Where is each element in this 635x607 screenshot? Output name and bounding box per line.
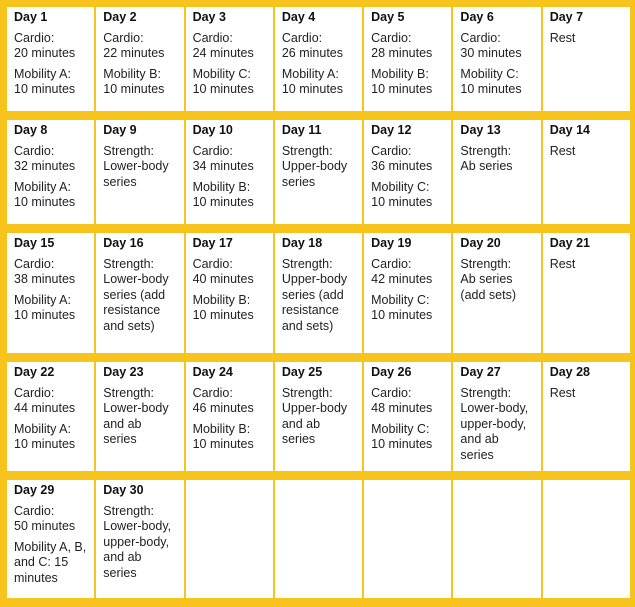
day-cell — [453, 7, 540, 111]
day-label: Day 29 — [14, 483, 55, 497]
day-label: Day 12 — [371, 123, 412, 137]
activity-text: Strength: Lower-body, upper-body, and ab series — [103, 503, 172, 580]
activity-text: Mobility A: 10 minutes — [14, 292, 76, 322]
day-label: Day 17 — [192, 236, 233, 250]
day-label: Day 1 — [14, 10, 48, 24]
day-cell — [96, 233, 183, 353]
activity-text: Cardio: 40 minutes — [192, 256, 254, 286]
day-cell — [453, 120, 540, 224]
activity-text: Mobility C: 10 minutes — [371, 179, 433, 209]
activity-text: Cardio: 50 minutes — [14, 503, 76, 533]
day-label: Day 6 — [460, 10, 494, 24]
day-cell — [543, 7, 630, 111]
week-divider — [7, 111, 630, 120]
day-label: Day 5 — [371, 10, 405, 24]
day-label: Day 14 — [549, 123, 591, 137]
day-label: Day 27 — [460, 365, 501, 379]
day-label: Day 3 — [192, 10, 226, 24]
day-label: Day 28 — [549, 365, 591, 379]
activity-text: Mobility C: 10 minutes — [371, 292, 433, 322]
day-cell — [364, 362, 451, 471]
day-label: Day 2 — [103, 10, 137, 24]
activity-text: Cardio: 46 minutes — [192, 385, 254, 415]
day-label: Day 22 — [14, 365, 55, 379]
day-cell — [7, 120, 94, 224]
activity-text: Cardio: 26 minutes — [281, 30, 343, 60]
activity-text: Cardio: 36 minutes — [371, 143, 433, 173]
day-label: Day 23 — [103, 365, 144, 379]
day-cell — [186, 7, 273, 111]
day-label: Day 21 — [549, 236, 591, 250]
day-cell — [275, 120, 362, 224]
activity-text: Rest — [549, 385, 576, 400]
day-label: Day 19 — [371, 236, 412, 250]
empty-day-cell — [186, 480, 273, 598]
empty-day-cell — [543, 480, 630, 598]
activity-text: Cardio: 42 minutes — [371, 256, 433, 286]
activity-text: Cardio: 30 minutes — [460, 30, 522, 60]
activity-text: Mobility B: 10 minutes — [371, 66, 433, 96]
activity-text: Strength: Lower-body and ab series — [103, 385, 169, 446]
activity-text: Strength: Ab series — [460, 143, 513, 173]
day-cell — [275, 233, 362, 353]
activity-text: Mobility B: 10 minutes — [103, 66, 165, 96]
day-label: Day 13 — [460, 123, 501, 137]
day-cell — [96, 362, 183, 471]
activity-text: Mobility C: 10 minutes — [460, 66, 522, 96]
day-label: Day 16 — [103, 236, 144, 250]
activity-text: Mobility A: 10 minutes — [14, 421, 76, 451]
day-cell — [543, 362, 630, 471]
activity-text: Mobility B: 10 minutes — [192, 179, 254, 209]
activity-text: Strength: Upper-body series — [281, 143, 348, 189]
week-divider — [7, 471, 630, 480]
day-cell — [275, 7, 362, 111]
activity-text: Cardio: 22 minutes — [103, 30, 165, 60]
activity-text: Cardio: 34 minutes — [192, 143, 254, 173]
day-cell — [96, 480, 183, 598]
day-cell — [7, 480, 94, 598]
empty-day-cell — [453, 480, 540, 598]
day-cell — [7, 362, 94, 471]
empty-day-cell — [275, 480, 362, 598]
day-label: Day 7 — [549, 10, 584, 24]
day-label: Day 20 — [460, 236, 501, 250]
activity-text: Mobility C: 10 minutes — [371, 421, 433, 451]
day-cell — [186, 362, 273, 471]
day-cell — [186, 120, 273, 224]
activity-text: Rest — [549, 30, 576, 45]
activity-text: Mobility A: 10 minutes — [281, 66, 343, 96]
activity-text: Cardio: 28 minutes — [371, 30, 433, 60]
day-label: Day 24 — [192, 365, 233, 379]
activity-text: Mobility B: 10 minutes — [192, 292, 254, 322]
day-cell — [96, 7, 183, 111]
week-divider — [7, 353, 630, 362]
day-label: Day 8 — [14, 123, 48, 137]
day-label: Day 25 — [281, 365, 323, 379]
day-cell — [543, 120, 630, 224]
activity-text: Rest — [549, 256, 576, 271]
day-cell — [7, 7, 94, 111]
day-label: Day 30 — [103, 483, 144, 497]
day-cell — [364, 233, 451, 353]
day-cell — [96, 120, 183, 224]
day-label: Day 4 — [281, 10, 316, 24]
day-label: Day 11 — [281, 123, 322, 137]
day-cell — [364, 7, 451, 111]
activity-text: Cardio: 44 minutes — [14, 385, 76, 415]
day-cell — [275, 362, 362, 471]
activity-text: Mobility A: 10 minutes — [14, 179, 76, 209]
day-label: Day 18 — [281, 236, 323, 250]
day-cell — [543, 233, 630, 353]
activity-text: Strength: Ab series (add sets) — [460, 256, 517, 302]
day-cell — [7, 233, 94, 353]
activity-text: Strength: Upper-body series (add resistance and sets) — [281, 256, 348, 333]
activity-text: Mobility B: 10 minutes — [192, 421, 254, 451]
empty-day-cell — [364, 480, 451, 598]
activity-text: Cardio: 48 minutes — [371, 385, 433, 415]
activity-text: Rest — [549, 143, 576, 158]
activity-text: Strength: Lower-body series (add resistance and sets) — [103, 256, 169, 333]
activity-text: Strength: Lower-body, upper-body, and ab series — [460, 385, 529, 462]
week-divider — [7, 224, 630, 233]
day-label: Day 9 — [103, 123, 137, 137]
day-label: Day 10 — [192, 123, 233, 137]
day-cell — [453, 362, 540, 471]
day-cell — [364, 120, 451, 224]
activity-text: Cardio: 32 minutes — [14, 143, 76, 173]
calendar-grid — [7, 7, 630, 598]
day-cell — [453, 233, 540, 353]
activity-text: Cardio: 20 minutes — [14, 30, 76, 60]
day-cell — [186, 233, 273, 353]
activity-text: Strength: Upper-body and ab series — [281, 385, 348, 446]
activity-text: Cardio: 38 minutes — [14, 256, 76, 286]
activity-text: Mobility A, B, and C: 15 minutes — [14, 539, 87, 585]
activity-text: Strength: Lower-body series — [103, 143, 169, 189]
day-label: Day 26 — [371, 365, 412, 379]
activity-text: Mobility A: 10 minutes — [14, 66, 76, 96]
day-label: Day 15 — [14, 236, 55, 250]
activity-text: Cardio: 24 minutes — [192, 30, 254, 60]
activity-text: Mobility C: 10 minutes — [192, 66, 254, 96]
